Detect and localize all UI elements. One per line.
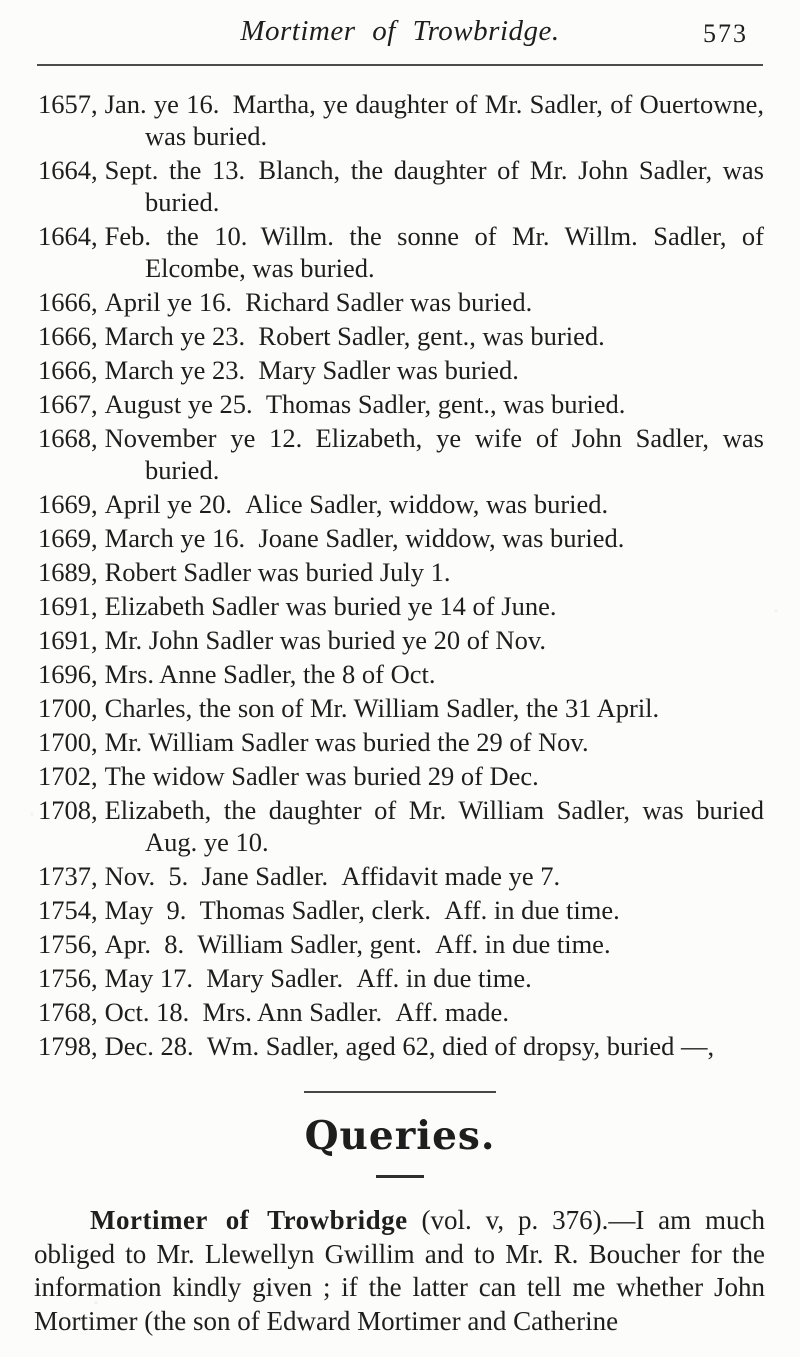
record-text: Dec. 28. Wm. Sadler, aged 62, died of dropsy, buried —, — [104, 1031, 715, 1061]
record-text: August ye 25. Thomas Sadler, gent., was buried. — [104, 389, 626, 419]
running-title: Mortimer of Trowbridge. — [240, 15, 560, 47]
record-row — [38, 154, 764, 218]
record-year: 1669, — [38, 523, 98, 553]
record-text: May 9. Thomas Sadler, clerk. Aff. in due time. — [104, 895, 620, 925]
record-row — [38, 726, 764, 758]
record-year: 1669, — [38, 489, 98, 519]
record-year: 1756, — [38, 963, 98, 993]
record-text: May 17. Mary Sadler. Aff. in due time. — [104, 963, 532, 993]
record-row — [38, 422, 764, 486]
record-row — [38, 894, 764, 926]
record-year: 1666, — [38, 287, 98, 317]
record-row — [38, 692, 764, 724]
record-row — [38, 320, 764, 352]
record-year: 1668, — [38, 423, 98, 453]
record-year: 1768, — [38, 997, 98, 1027]
queries-heading: Queries. — [304, 1113, 496, 1159]
section-divider — [304, 1091, 496, 1093]
record-year: 1756, — [38, 929, 98, 959]
record-text: Mr. John Sadler was buried ye 20 of Nov. — [104, 625, 546, 655]
record-row — [38, 522, 764, 554]
record-text: Mrs. Anne Sadler, the 8 of Oct. — [104, 659, 436, 689]
header-rule — [37, 64, 763, 66]
record-year: 1664, — [38, 221, 98, 251]
record-year: 1700, — [38, 727, 98, 757]
record-text: Sept. the 13. Blanch, the daughter of Mr. John Sadler, was buried. — [104, 155, 764, 217]
record-text: March ye 16. Joane Sadler, widdow, was buried. — [104, 523, 625, 553]
page-number: 573 — [703, 19, 748, 48]
record-row — [38, 556, 764, 588]
record-year: 1708, — [38, 795, 98, 825]
record-text: April ye 20. Alice Sadler, widdow, was buried. — [104, 489, 609, 519]
record-text: Elizabeth Sadler was buried ye 14 of June. — [104, 591, 557, 621]
record-row — [38, 928, 764, 960]
record-year: 1689, — [38, 557, 98, 587]
record-row — [38, 658, 764, 690]
record-text: March ye 23. Robert Sadler, gent., was buried. — [104, 321, 605, 351]
record-row — [38, 794, 764, 858]
record-text: Feb. the 10. Willm. the sonne of Mr. Willm. Sadler, of Elcombe, was buried. — [104, 221, 764, 283]
record-text: March ye 23. Mary Sadler was buried. — [104, 355, 519, 385]
record-year: 1664, — [38, 155, 98, 185]
record-text: The widow Sadler was buried 29 of Dec. — [104, 761, 539, 791]
record-year: 1691, — [38, 591, 98, 621]
record-text: Mr. William Sadler was buried the 29 of Nov. — [104, 727, 589, 757]
record-year: 1754, — [38, 895, 98, 925]
record-year: 1691, — [38, 625, 98, 655]
query-title: Mortimer of Trowbridge — [90, 1205, 408, 1235]
record-year: 1737, — [38, 861, 98, 891]
record-year: 1696, — [38, 659, 98, 689]
record-text: April ye 16. Richard Sadler was buried. — [104, 287, 533, 317]
record-row — [38, 962, 764, 994]
record-row — [38, 760, 764, 792]
record-year: 1666, — [38, 355, 98, 385]
record-text: Jan. ye 16. Martha, ye daughter of Mr. Sadler, of Ouertowne, was buried. — [104, 89, 764, 151]
record-row — [38, 860, 764, 892]
record-row — [38, 88, 764, 152]
record-text: Oct. 18. Mrs. Ann Sadler. Aff. made. — [104, 997, 509, 1027]
record-year: 1700, — [38, 693, 98, 723]
record-text: Apr. 8. William Sadler, gent. Aff. in due time. — [104, 929, 611, 959]
record-row — [38, 220, 764, 284]
record-row — [38, 1030, 764, 1062]
record-text: November ye 12. Elizabeth, ye wife of John Sadler, was buried. — [104, 423, 764, 485]
record-row — [38, 996, 764, 1028]
record-row — [38, 354, 764, 386]
record-year: 1666, — [38, 321, 98, 351]
page-header — [0, 0, 800, 57]
record-text: Elizabeth, the daughter of Mr. William Sadler, was buried Aug. ye 10. — [104, 795, 764, 857]
record-row — [38, 590, 764, 622]
record-row — [38, 286, 764, 318]
record-row — [38, 624, 764, 656]
record-year: 1657, — [38, 89, 98, 119]
record-year: 1702, — [38, 761, 98, 791]
record-text: Charles, the son of Mr. William Sadler, the 31 April. — [104, 693, 660, 723]
query-paragraph — [0, 1204, 800, 1338]
record-row — [38, 488, 764, 520]
query-text: (vol. v, p. 376).—I am much obliged to Mr. Llewellyn Gwillim and to Mr. R. Boucher for the information kindly given ; if the latter can tell me whether John Mortimer (the son of Edward Mortimer and Catherine — [34, 1205, 765, 1336]
burial-records-list — [0, 88, 800, 1062]
record-text: Robert Sadler was buried July 1. — [104, 557, 451, 587]
record-year: 1667, — [38, 389, 98, 419]
record-text: Nov. 5. Jane Sadler. Affidavit made ye 7. — [104, 861, 561, 891]
record-row — [38, 388, 764, 420]
record-year: 1798, — [38, 1031, 98, 1061]
queries-heading-dash — [376, 1175, 424, 1178]
